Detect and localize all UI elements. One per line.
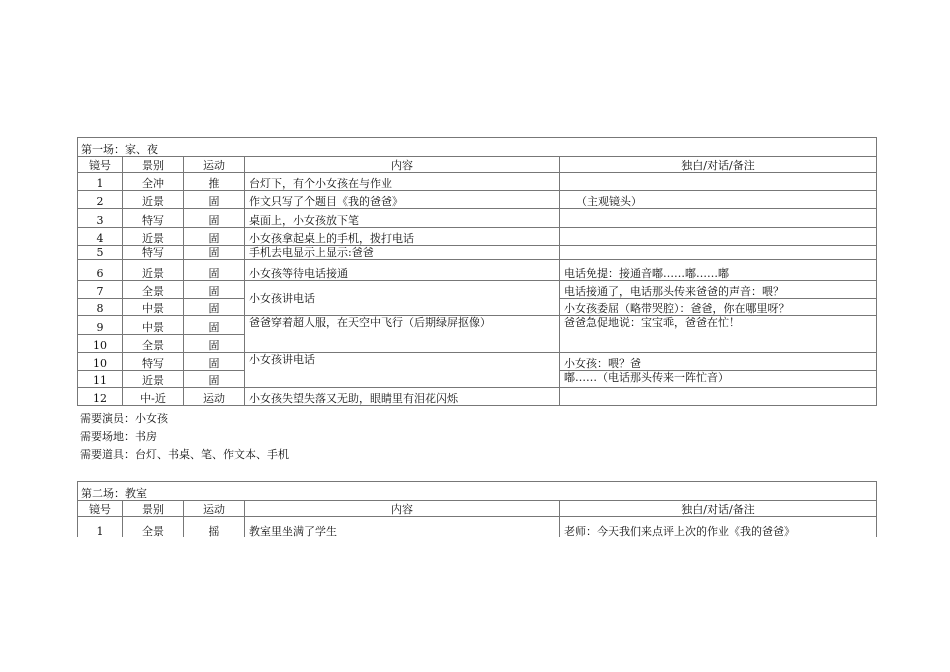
note-cell: （主观镜头） <box>560 191 877 209</box>
camera-move: 固 <box>184 371 245 388</box>
camera-move: 固 <box>184 299 245 316</box>
camera-move: 固 <box>184 246 245 260</box>
shot-number: 9 <box>78 316 123 335</box>
note-cell: 小女孩：喂？爸 <box>560 353 877 371</box>
scene1-table <box>77 137 877 406</box>
shot-number: 10 <box>78 335 123 353</box>
content-cell: 手机去电显示上显示:爸爸 <box>245 246 560 260</box>
shot-size: 特写 <box>123 246 184 260</box>
camera-move: 固 <box>184 281 245 299</box>
content-cell: 台灯下，有个小女孩在与作业 <box>245 173 560 191</box>
note-cell <box>560 173 877 191</box>
shot-size: 近景 <box>123 260 184 281</box>
shot-number: 4 <box>78 228 123 246</box>
camera-move: 固 <box>184 191 245 209</box>
table-row <box>78 281 877 299</box>
camera-move: 推 <box>184 173 245 191</box>
camera-move: 固 <box>184 228 245 246</box>
camera-move: 固 <box>184 335 245 353</box>
header-shot-number: 镜号 <box>78 501 123 517</box>
required-location: 需要场地：书房 <box>80 430 157 443</box>
shot-size: 特写 <box>123 353 184 371</box>
table-row <box>78 228 877 246</box>
shot-size: 中景 <box>123 316 184 335</box>
header-camera-move: 运动 <box>184 157 245 173</box>
shot-size: 特写 <box>123 209 184 228</box>
camera-move: 固 <box>184 316 245 335</box>
required-actors: 需要演员：小女孩 <box>80 412 168 425</box>
header-shot-size: 景别 <box>123 501 184 517</box>
content-cell: 小女孩拿起桌上的手机，拨打电话 <box>245 228 560 246</box>
table-row <box>78 191 877 209</box>
shot-number: 6 <box>78 260 123 281</box>
note-cell: 爸爸急促地说：宝宝乖，爸爸在忙！ <box>560 316 877 353</box>
camera-move: 固 <box>184 209 245 228</box>
shot-size: 近景 <box>123 191 184 209</box>
shot-number: 3 <box>78 209 123 228</box>
table-row <box>78 260 877 281</box>
scene-title: 第一场：家、夜 <box>78 138 877 157</box>
camera-move: 运动 <box>184 388 245 406</box>
table-row <box>78 388 877 406</box>
camera-move: 摇 <box>184 517 245 539</box>
note-cell <box>560 388 877 406</box>
shot-number: 7 <box>78 281 123 299</box>
scene-title: 第二场：教室 <box>78 482 877 501</box>
header-notes: 独白/对话/备注 <box>560 501 877 517</box>
shot-size: 全景 <box>123 335 184 353</box>
header-shot-size: 景别 <box>123 157 184 173</box>
shot-number: 1 <box>78 173 123 191</box>
shot-number: 5 <box>78 246 123 260</box>
header-content: 内容 <box>245 157 560 173</box>
content-cell: 桌面上，小女孩放下笔 <box>245 209 560 228</box>
scene2-table <box>77 481 877 539</box>
note-cell: 小女孩委屈（略带哭腔）：爸爸，你在哪里呀？ <box>560 299 877 316</box>
table-row <box>78 517 877 539</box>
shot-number: 12 <box>78 388 123 406</box>
table-row <box>78 353 877 371</box>
table-row <box>78 209 877 228</box>
header-notes: 独白/对话/备注 <box>560 157 877 173</box>
scene1-requirements <box>80 410 289 464</box>
shot-size: 中-近 <box>123 388 184 406</box>
note-cell <box>560 228 877 246</box>
header-content: 内容 <box>245 501 560 517</box>
note-cell: 电话免提：接通音嘟……嘟……嘟 <box>560 260 877 281</box>
content-cell: 小女孩等待电话接通 <box>245 260 560 281</box>
shot-size: 近景 <box>123 371 184 388</box>
shot-number: 11 <box>78 371 123 388</box>
note-cell: 老师：今天我们来点评上次的作业《我的爸爸》 <box>560 517 877 539</box>
table-row <box>78 246 877 260</box>
shot-number: 8 <box>78 299 123 316</box>
shot-size: 全景 <box>123 517 184 539</box>
camera-move: 固 <box>184 260 245 281</box>
content-cell: 小女孩失望失落又无助，眼睛里有泪花闪烁 <box>245 388 560 406</box>
shot-size: 近景 <box>123 228 184 246</box>
shot-number: 2 <box>78 191 123 209</box>
note-cell: 嘟……（电话那头传来一阵忙音） <box>560 371 877 388</box>
shot-size: 全景 <box>123 281 184 299</box>
note-cell <box>560 246 877 260</box>
note-cell <box>560 209 877 228</box>
header-camera-move: 运动 <box>184 501 245 517</box>
content-cell: 爸爸穿着超人服，在天空中飞行（后期绿屏抠像） <box>245 316 560 353</box>
content-cell: 小女孩讲电话 <box>245 281 560 316</box>
camera-move: 固 <box>184 353 245 371</box>
content-cell: 教室里坐满了学生 <box>245 517 560 539</box>
table-row <box>78 316 877 335</box>
table-row <box>78 173 877 191</box>
note-cell: 电话接通了，电话那头传来爸爸的声音：喂？ <box>560 281 877 299</box>
required-props: 需要道具：台灯、书桌、笔、作文本、手机 <box>80 448 289 461</box>
shot-number: 1 <box>78 517 123 539</box>
header-shot-number: 镜号 <box>78 157 123 173</box>
content-cell: 小女孩讲电话 <box>245 353 560 388</box>
shot-number: 10 <box>78 353 123 371</box>
page-cutoff <box>0 537 950 672</box>
content-cell: 作文只写了个题目《我的爸爸》 <box>245 191 560 209</box>
shot-size: 全冲 <box>123 173 184 191</box>
shot-size: 中景 <box>123 299 184 316</box>
